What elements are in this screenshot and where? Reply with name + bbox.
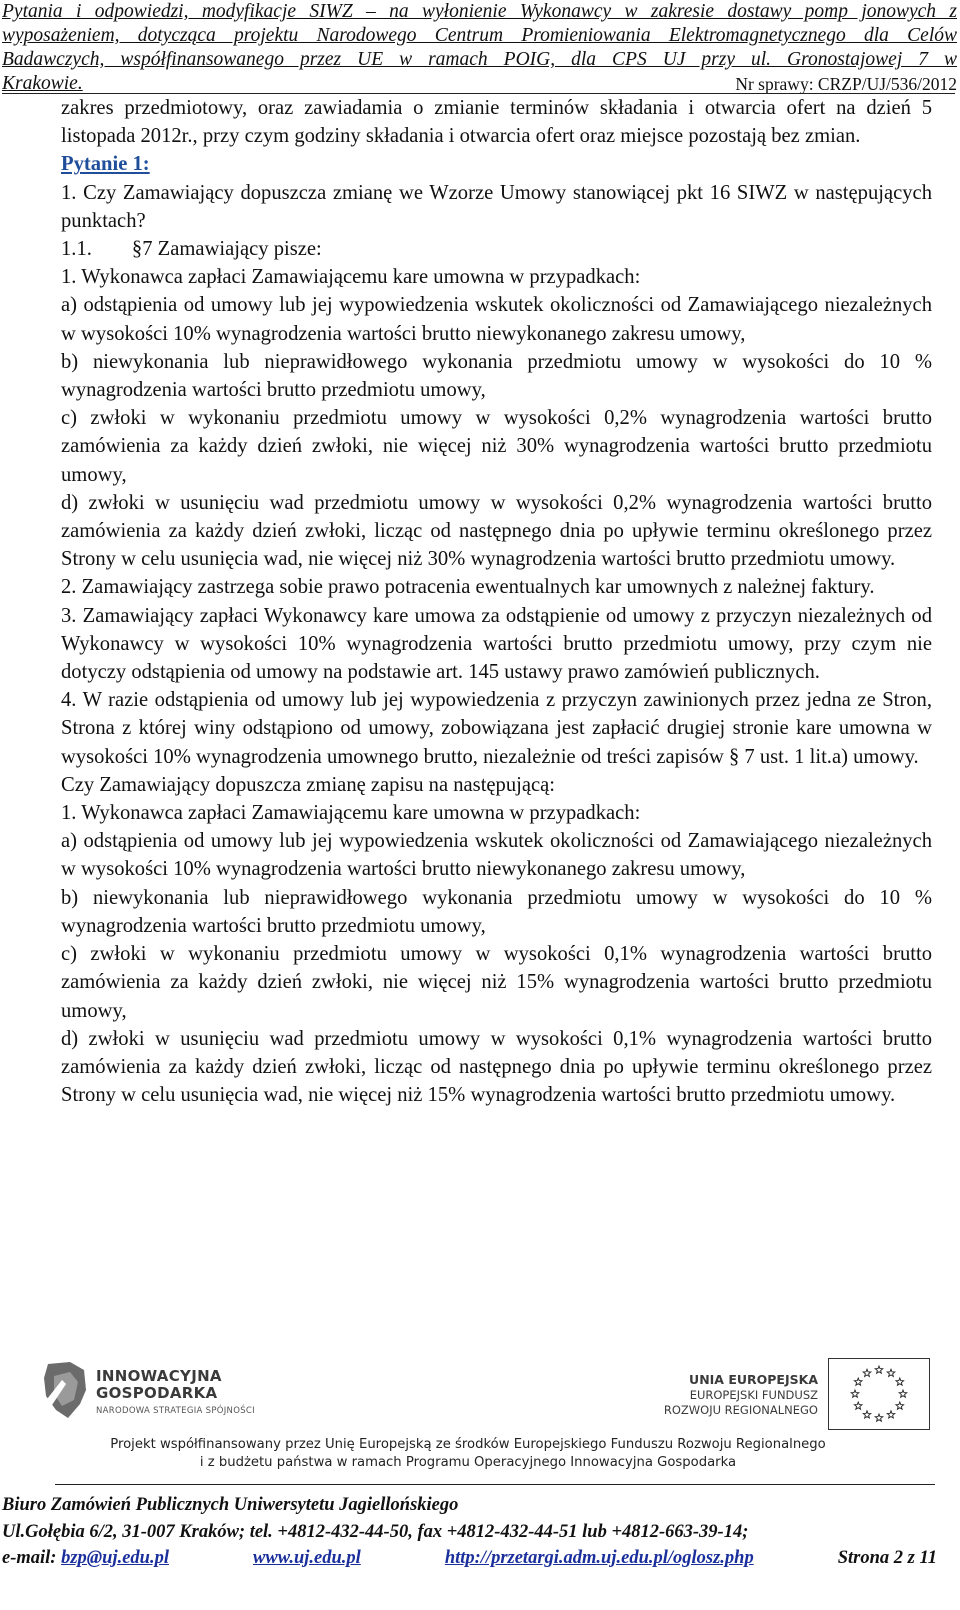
page-header: [2, 0, 957, 96]
eu-star: [863, 1369, 871, 1376]
website-link[interactable]: www.uj.edu.pl: [253, 1548, 361, 1568]
funding-logos: [0, 1358, 960, 1438]
eu-logo-text: [650, 1372, 818, 1418]
eu-star: [896, 1378, 904, 1385]
clause-1b: b) niewykonania lub nieprawidłowego wykonania przedmiotu umowy w wysokości do 10 % wynagrodzenia wartości brutto przedmiotu umowy,: [61, 350, 932, 402]
intro-paragraph: zakres przedmiotowy, oraz zawiadamia o zmianie terminów składania i otwarcia ofert na dzień 5 listopada 2012r., przy czym godziny składania i otwarcia ofert oraz miejsce pozostają bez zmian.: [61, 97, 932, 148]
eu-title: UNIA EUROPEJSKA: [689, 1372, 818, 1387]
eu-star: [854, 1402, 862, 1409]
eu-flag: [828, 1358, 930, 1430]
footer-contact-row: [2, 1545, 937, 1572]
footer-organization: Biuro Zamówień Publicznych Uniwersytetu Jagiellońskiego: [2, 1495, 459, 1515]
eu-star: [899, 1390, 907, 1397]
proposed-clause-1c: c) zwłoki w wykonaniu przedmiotu umowy w wysokości 0,1% wynagrodzenia wartości brutto zamówienia za każdy dzień zwłoki, nie więcej niż 15% wynagrodzenia wartości brutto przedmiotu umowy,: [61, 943, 932, 1022]
question-number: 1.: [61, 181, 77, 204]
poland-map-icon: [40, 1360, 90, 1422]
header-title-line-1: Pytania i odpowiedzi, modyfikacje SIWZ – na wyłonienie Wykonawcy w zakresie dostawy pomp jonowych z: [2, 1, 957, 22]
eu-fund-line-1: EUROPEJSKI FUNDUSZ: [689, 1388, 818, 1402]
header-title-line-2: wyposażeniem, dotycząca projektu Narodowego Centrum Promieniowania Elektromagnetycznego dla Celów: [2, 25, 957, 46]
proposed-clause-1: 1. Wykonawca zapłaci Zamawiającemu kare umowna w przypadkach:: [61, 802, 641, 825]
clause-1d: d) zwłoki w usunięciu wad przedmiotu umowy w wysokości 0,2% wynagrodzenia wartości brutto zamówienia za każdy dzień zwłoki, licząc od następnego dnia po upływie terminu określonego przez Strony w celu usunięcia wad, nie więcej niż 30% wynagrodzenia wartości brutto przedmiotu umowy.: [61, 491, 932, 571]
proposed-clause-1a: a) odstąpienia od umowy lub jej wypowiedzenia wskutek okoliczności od Zamawiającego niezależnych w wysokości 10% wynagrodzenia wartości brutto niewykonanego zakresu umowy,: [61, 830, 932, 881]
question-heading: Pytanie 1:: [61, 153, 150, 176]
clause-1c: c) zwłoki w wykonaniu przedmiotu umowy w wysokości 0,2% wynagrodzenia wartości brutto zamówienia za każdy dzień zwłoki, nie więcej niż 30% wynagrodzenia wartości brutto przedmiotu umowy,: [61, 407, 932, 486]
cofunding-line-2: i z budżetu państwa w ramach Programu Operacyjnego Innowacyjna Gospodarka: [199, 1454, 737, 1470]
header-title-line-3: Badawczych, współfinansowanego przez UE w ramach POIG, dla CPS UJ przy ul. Gronostajowej 7 w: [2, 49, 957, 70]
cofunding-statement: [0, 1436, 936, 1471]
document-body: [61, 94, 932, 1109]
case-number: Nr sprawy: CRZP/UJ/536/2012: [735, 74, 957, 94]
ig-subtitle: NARODOWA STRATEGIA SPÓJNOŚCI: [96, 1406, 255, 1416]
footer-email-group: [2, 1545, 169, 1572]
innowacyjna-gospodarka-logo: [40, 1360, 260, 1428]
question-paragraph: [61, 179, 932, 235]
footer-divider: [55, 1484, 935, 1485]
eu-stars-icon: [829, 1359, 929, 1429]
eu-star: [896, 1402, 904, 1409]
email-label: e-mail:: [2, 1548, 57, 1568]
tenders-link[interactable]: http://przetargi.adm.uj.edu.pl/oglosz.php: [444, 1548, 754, 1568]
question-heading-row: [61, 150, 932, 178]
question-text: Czy Zamawiający dopuszcza zmianę we Wzorze Umowy stanowiącej pkt 16 SIWZ w następujących punktach?: [61, 181, 932, 232]
page-footer: [2, 1492, 937, 1572]
clause-1a: a) odstąpienia od umowy lub jej wypowiedzenia wskutek okoliczności od Zamawiającego niezależnych w wysokości 10% wynagrodzenia wartości brutto niewykonanego zakresu umowy,: [61, 294, 932, 345]
clause-1: 1. Wykonawca zapłaci Zamawiającemu kare umowna w przypadkach:: [61, 266, 641, 289]
proposed-clause-1d: d) zwłoki w usunięciu wad przedmiotu umowy w wysokości 0,1% wynagrodzenia wartości brutto zamówienia za każdy dzień zwłoki, licząc od następnego dnia po upływie terminu określonego przez Strony w celu usunięcia wad, nie więcej niż 15% wynagrodzenia wartości brutto przedmiotu umowy.: [61, 1027, 932, 1107]
ig-title-line-1: INNOWACYJNA: [96, 1367, 222, 1385]
email-link[interactable]: bzp@uj.edu.pl: [61, 1548, 169, 1568]
header-title-line-4: Krakowie.: [2, 73, 83, 94]
eu-star: [863, 1411, 871, 1418]
eu-star: [851, 1390, 859, 1397]
ig-title-line-2: GOSPODARKA: [96, 1384, 218, 1402]
clause-4: 4. W razie odstąpienia od umowy lub jej wypowiedzenia z przyczyn zawinionych przez jedna ze Stron, Strona z której winy odstąpiono od umowy, zobowiązana jest zapłacić drugiej stronie kare umowna w wysokości 10% wynagrodzenia umownego brutto, niezależnie od treści zapisów § 7 ust. 1 lit.a) umowy.: [61, 689, 932, 768]
cofunding-line-1: Projekt współfinansowany przez Unię Europejską ze środków Europejskiego Funduszu Rozwoju Regionalnego: [110, 1437, 826, 1452]
eu-star: [875, 1414, 883, 1421]
clause-3: 3. Zamawiający zapłaci Wykonawcy kare umowa za odstąpienie od umowy z przyczyn niezależnych od Wykonawcy w wysokości 10% wynagrodzenia wartości brutto przedmiotu umowy, przy czym nie dotyczy odstąpienia od umowy na podstawie art. 145 ustawy prawo zamówień publicznych.: [61, 604, 932, 684]
subquestion-number: 1.1.: [61, 238, 92, 261]
eu-fund-line-2: ROZWOJU REGIONALNEGO: [663, 1403, 818, 1417]
ig-title: [96, 1368, 222, 1402]
eu-logo: [650, 1358, 930, 1432]
change-question: Czy Zamawiający dopuszcza zmianę zapisu na następującą:: [61, 773, 556, 796]
eu-star: [875, 1366, 883, 1373]
eu-star: [854, 1378, 862, 1385]
page-number: Strona 2 z 11: [837, 1548, 937, 1568]
footer-address: Ul.Gołębia 6/2, 31-007 Kraków; tel. +4812-432-44-50, fax +4812-432-44-51 lub +4812-663-39-14;: [2, 1521, 749, 1542]
subquestion-text: §7 Zamawiający pisze:: [131, 238, 322, 261]
eu-star: [887, 1369, 895, 1376]
clause-2: 2. Zamawiający zastrzega sobie prawo potracenia ewentualnych kar umownych z należnej faktury.: [61, 576, 875, 599]
subquestion-paragraph: [61, 235, 932, 263]
eu-star: [887, 1411, 895, 1418]
proposed-clause-1b: b) niewykonania lub nieprawidłowego wykonania przedmiotu umowy w wysokości do 10 % wynagrodzenia wartości brutto przedmiotu umowy,: [61, 886, 932, 937]
